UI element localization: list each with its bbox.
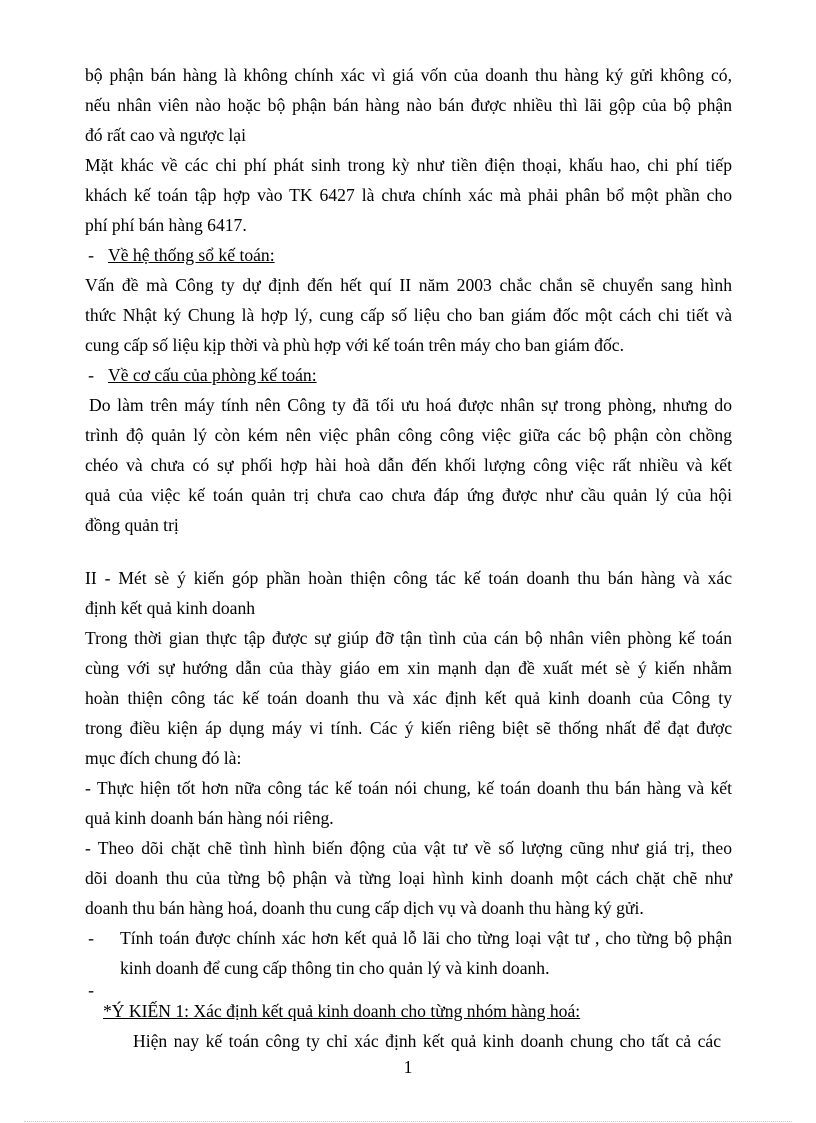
body-line: bộ phận bán hàng là không chính xác vì giá vốn của doanh thu hàng ký gửi không có, [85,65,732,85]
body-line: chéo và chưa có sự phối hợp hài hoà dẫn đến khối lượng công việc rất nhiều và kết [85,455,732,475]
body-line: mục đích chung đó là: [85,748,242,768]
list-item: dõi doanh thu của từng bộ phận và từng loại hình kinh doanh một cách chặt chẽ như [85,868,732,888]
body-line: nếu nhân viên nào hoặc bộ phận bán hàng nào bán được nhiều thì lãi gộp của bộ phận [85,95,732,115]
list-item: - Theo dõi chặt chẽ tình hình biến động của vật tư về số lượng cũng như giá trị, theo [85,838,732,858]
bullet-dash: - [88,365,94,385]
section-title: định kết quả kinh doanh [85,598,256,618]
page-number: 1 [403,1057,413,1077]
body-line: trong điều kiện áp dụng máy vi tính. Các ý kiến riêng biệt sẽ thống nhất để đạt được [85,718,732,738]
body-line: cung cấp số liệu kịp thời và phù hợp với kế toán trên máy cho ban giám đốc. [85,335,624,355]
bullet-dash: - [88,245,94,265]
section-heading: Về cơ cấu của phòng kế toán: [108,365,317,385]
body-line: khách kế toán tập hợp vào TK 6427 là chưa chính xác mà phải phân bổ một phần cho [85,185,732,205]
body-line: thức Nhật ký Chung là hợp lý, cung cấp số liệu cho ban giám đốc một cách chi tiết và [85,305,732,325]
list-item: Tính toán được chính xác hơn kết quả lỗ lãi cho từng loại vật tư , cho từng bộ phận [120,928,732,948]
body-line: Trong thời gian thực tập được sự giúp đỡ tận tình của cán bộ nhân viên phòng kế toán [85,628,732,648]
body-line: quả của việc kế toán quản trị chưa cao chưa đáp ứng được như cầu quản lý của hội [85,485,732,505]
list-item: - Thực hiện tốt hơn nữa công tác kế toán nói chung, kế toán doanh thu bán hàng và kết [85,778,732,798]
body-line: hoàn thiện công tác kế toán doanh thu và xác định kết quả kinh doanh của Công ty [85,688,732,708]
section-title: II - Mét sè ý kiến góp phần hoàn thiện công tác kế toán doanh thu bán hàng và xác [85,568,732,588]
list-item: quả kinh doanh bán hàng nói riêng. [85,808,334,828]
list-item: kinh doanh để cung cấp thông tin cho quản lý và kinh doanh. [120,958,550,978]
list-item: doanh thu bán hàng hoá, doanh thu cung cấp dịch vụ và doanh thu hàng ký gửi. [85,898,644,918]
body-line: Vấn đề mà Công ty dự định đến hết quí II năm 2003 chắc chắn sẽ chuyển sang hình [85,275,732,295]
body-line: Hiện nay kế toán công ty chỉ xác định kết quả kinh doanh chung cho tất cả các [133,1031,721,1051]
bullet-dash: - [88,928,94,948]
body-line: cùng với sự hướng dẫn của thày giáo em xin mạnh dạn đề xuất mét sè ý kiến nhằm [85,658,732,678]
body-line: phí phí bán hàng 6417. [85,215,247,235]
body-line: trình độ quản lý còn kém nên việc phân công công việc giữa các bộ phận còn chồng [85,425,732,445]
body-line: đồng quản trị [85,515,179,535]
body-line: Do làm trên máy tính nên Công ty đã tối ưu hoá được nhân sự trong phòng, nhưng do [89,395,732,415]
section-heading: Về hệ thống sổ kế toán: [108,245,275,265]
opinion-heading: *Ý KIẾN 1: Xác định kết quả kinh doanh cho từng nhóm hàng hoá: [103,1001,581,1021]
body-line: Mặt khác về các chi phí phát sinh trong kỳ như tiền điện thoại, khấu hao, chi phí tiếp [85,155,732,175]
body-line: đó rất cao và ngược lại [85,125,246,145]
footer-divider [24,1121,792,1122]
bullet-dash: - [88,980,94,1000]
